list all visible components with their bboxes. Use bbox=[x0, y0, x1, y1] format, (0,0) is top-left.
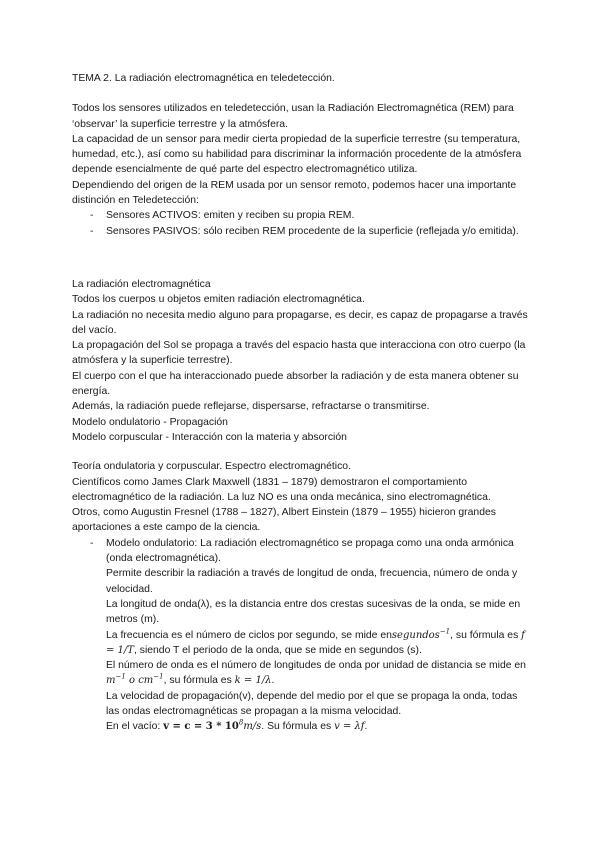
list-item bbox=[90, 208, 532, 223]
document-page bbox=[72, 71, 532, 735]
intro-paragraph-2: La capacidad de un sensor para medir cierta propiedad de la superficie terrestre (su temperatura, humedad, etc.), así como su habilidad para discriminar la información procedente de la atmósfera depende esencialmente de qué parte del espectro electromagnético utiliza. bbox=[72, 133, 522, 176]
wave-speed-formula: v = λf bbox=[334, 721, 365, 733]
bullet-dash: - bbox=[90, 210, 94, 222]
section2-line: Modelo ondulatorio - Propagación bbox=[72, 416, 228, 428]
section2-line: La radiación no necesita medio alguno para propagarse, es decir, es capaz de propagarse a través del vacío. bbox=[72, 309, 528, 336]
section-heading-theory: Teoría ondulatoria y corpuscular. Espectro electromagnético. bbox=[72, 461, 351, 473]
wavenumber-formula: k = 1/λ bbox=[234, 675, 272, 687]
section-heading-radiation: La radiación electromagnética bbox=[72, 278, 211, 290]
section2-line: Además, la radiación puede reflejarse, dispersarse, refractarse o transmitirse. bbox=[72, 401, 430, 413]
bullet-text-wave-model: Modelo ondulatorio: La radiación electromagnético se propaga como una onda armónica (onda electromagnética). bbox=[106, 537, 514, 565]
wave-model-sub-1: Permite describir la radiación a través de longitud de onda, frecuencia, número de onda y velocidad. bbox=[106, 568, 518, 595]
list-item bbox=[90, 224, 532, 239]
list-item bbox=[90, 536, 532, 567]
wavenumber-paragraph: El número de onda es el número de longitudes de onda por unidad de distancia se mide en $m^{-1}$ o $cm^{-1}$, su fórmula es k = 1/λ. bbox=[106, 660, 526, 687]
bullet-text-passive: Sensores PASIVOS: sólo reciben REM procedente de la superficie (reflejada y/o emitida). bbox=[106, 225, 519, 237]
section3-paragraph-2: Otros, como Augustin Fresnel (1788 – 1827), Albert Einstein (1879 – 1955) hicieron grandes aportaciones a este campo de la ciencia. bbox=[72, 507, 496, 534]
section2-line: El cuerpo con el que ha interaccionado puede absorber la radiación y de esta manera obtener su energía. bbox=[72, 370, 519, 398]
section3-paragraph-1: Científicos como James Clark Maxwell (1831 – 1879) demostraron el comportamiento electromagnético de la radiación. La luz NO es una onda mecánica, sino electromagnética. bbox=[72, 476, 491, 503]
section2-line: Todos los cuerpos u objetos emiten radiación electromagnética. bbox=[72, 294, 365, 306]
section2-line: La propagación del Sol se propaga a través del espacio hasta que interacciona con otro cuerpo (la atmósfera y la superficie terrestre). bbox=[72, 340, 526, 367]
frequency-formula: f = 1/T bbox=[106, 629, 525, 656]
wave-model-sub-2: La longitud de onda(λ), es la distancia entre dos crestas sucesivas de la onda, se mide en metros (m). bbox=[106, 598, 521, 626]
wavenumber-unit-m: $m^{-1}$ bbox=[106, 673, 126, 687]
frequency-paragraph: La frecuencia es el número de ciclos por segundo, se mide ensegundos$^{-1}$, su fórmula es f = 1/T, siendo T el periodo de la onda, que se mide en segundos (s). bbox=[106, 627, 525, 656]
vacuum-paragraph: En el vacío: $v = c = 3 * 10^8m/s$. Su fórmula es v = λf. bbox=[106, 718, 368, 733]
wavenumber-unit-cm: $cm^{-1}$ bbox=[138, 673, 164, 687]
bullet-dash: - bbox=[90, 225, 94, 237]
intro-paragraph-3: Dependiendo del origen de la REM usada por un sensor remoto, podemos hacer una importante distinción en Teledetección: bbox=[72, 179, 517, 207]
document-title: TEMA 2. La radiación electromagnética en teledetección. bbox=[72, 73, 335, 84]
bullet-text-active: Sensores ACTIVOS: emiten y reciben su propia REM. bbox=[106, 210, 355, 222]
frequency-unit: segundos$^{-1}$ bbox=[391, 627, 451, 641]
velocity-paragraph: La velocidad de propagación(v), depende del medio por el que se propaga la onda, todas las ondas electromagnéticas se propagan a la misma velocidad. bbox=[106, 690, 518, 717]
intro-paragraph-1: Todos los sensores utilizados en teledetección, usan la Radiación Electromagnética (REM) para ‘observar’ la superficie terrestre y la atmósfera. bbox=[72, 103, 514, 130]
bullet-dash: - bbox=[90, 537, 94, 549]
section2-line: Modelo corpuscular - Interacción con la materia y absorción bbox=[72, 431, 347, 443]
light-speed-formula: $v = c = 3 * 10^8m/s$ bbox=[163, 718, 262, 733]
